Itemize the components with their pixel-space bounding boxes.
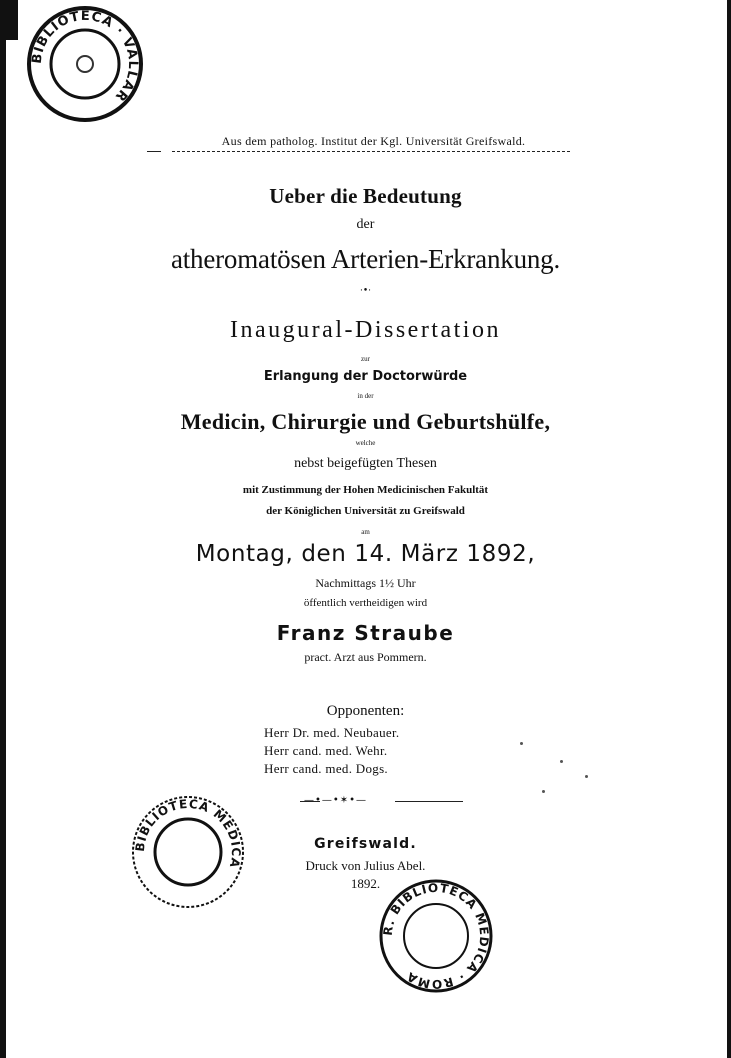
- erlangung-line: Erlangung der Doctorwürde: [263, 369, 468, 384]
- opponent-3: Herr cand. med. Dogs.: [264, 761, 388, 776]
- header-dash: [147, 151, 161, 152]
- opponent-1: Herr Dr. med. Neubauer.: [264, 725, 400, 740]
- zur-label: zur: [361, 355, 370, 363]
- zustimmung-line: mit Zustimmung der Hohen Medicinischen Fakultät: [242, 484, 489, 496]
- time-line: Nachmittags 1½ Uhr: [315, 576, 416, 590]
- imprint-year: 1892.: [350, 876, 381, 891]
- stamp-bottom-right-text: R. BIBLIOTECA MEDICA · ROMA: [380, 880, 492, 992]
- ornament-divider: —•—•✶•—: [303, 795, 368, 806]
- fields-line: Medicin, Chirurgie und Geburtshülfe,: [180, 409, 551, 434]
- title-line-1: Ueber die Bedeutung: [269, 184, 462, 208]
- universitaet-line: der Königlichen Universität zu Greifswald: [266, 505, 465, 517]
- scan-speck: [520, 742, 523, 745]
- scan-edge-mark: [0, 0, 18, 40]
- verteidigen-line: öffentlich vertheidigen wird: [303, 597, 428, 609]
- ornament-rule-right: [395, 801, 463, 802]
- opponent-2: Herr cand. med. Wehr.: [264, 743, 388, 758]
- in-der-label: in der: [357, 392, 374, 400]
- author-name: Franz Straube: [276, 621, 455, 645]
- imprint-printer: Druck von Julius Abel.: [305, 858, 426, 873]
- svg-text:BIBLIOTECA MEDICA: [133, 797, 243, 870]
- date-line: Montag, den 14. März 1892,: [195, 541, 536, 567]
- title-ornament: ·•·: [359, 286, 372, 296]
- dissertation-heading: Inaugural-Dissertation: [230, 317, 501, 343]
- library-stamp-top-left: [26, 5, 144, 123]
- author-description: pract. Arzt aus Pommern.: [304, 650, 427, 664]
- title-line-2: der: [356, 217, 375, 232]
- imprint-city: Greifswald.: [314, 836, 417, 852]
- opponents-list: [264, 724, 524, 778]
- institute-line: Aus dem patholog. Institut der Kgl. Universität Greifswald.: [221, 134, 526, 148]
- scan-speck: [560, 760, 563, 763]
- scan-speck: [542, 790, 545, 793]
- header-rule: [172, 151, 570, 152]
- welche-label: welche: [355, 439, 376, 447]
- scan-speck: [585, 775, 588, 778]
- library-stamp-bottom-right: [377, 877, 495, 995]
- library-stamp-bottom-left: [129, 793, 247, 911]
- stamp-bottom-left-text: BIBLIOTECA MEDICA: [132, 796, 244, 870]
- thesen-line: nebst beigefügten Thesen: [294, 456, 437, 471]
- opponents-heading: Opponenten:: [326, 703, 405, 719]
- title-line-3: atheromatösen Arterien-Erkrankung.: [170, 244, 561, 274]
- stamp-top-left-text: BIBLIOTECA · VALLAR: [29, 8, 141, 105]
- am-label: am: [361, 528, 370, 536]
